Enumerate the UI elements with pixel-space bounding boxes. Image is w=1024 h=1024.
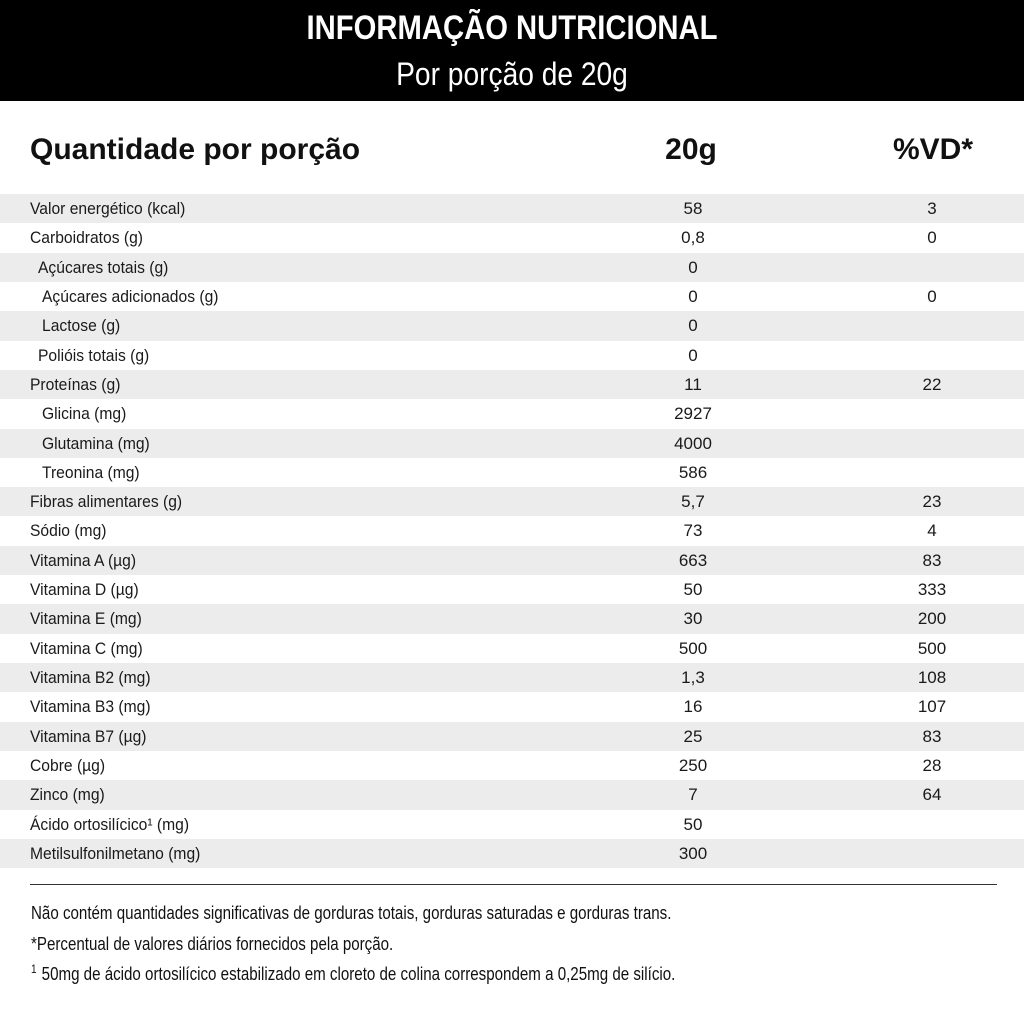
nutrition-table <box>0 194 1024 868</box>
nutrient-quantity: 586 <box>678 462 708 482</box>
nutrient-daily-value: 64 <box>922 785 942 805</box>
table-row <box>0 341 1024 370</box>
nutrient-quantity: 50 <box>683 814 703 834</box>
nutrient-daily-value: 107 <box>917 697 947 717</box>
nutrient-quantity: 1,3 <box>681 668 705 687</box>
title-banner <box>0 0 1024 101</box>
nutrient-quantity: 663 <box>678 550 708 570</box>
nutrient-quantity: 0,8 <box>681 228 705 248</box>
table-row <box>0 634 1024 663</box>
nutrient-daily-value: 200 <box>917 609 947 629</box>
nutrient-daily-value: 0 <box>927 286 937 306</box>
table-row <box>0 810 1024 839</box>
nutrient-quantity: 11 <box>684 374 702 394</box>
nutrient-label: Metilsulfonilmetano (mg) <box>30 843 201 863</box>
footnote-daily-value: *Percentual de valores diários fornecidos pela porção. <box>31 934 394 954</box>
nutrient-quantity: 250 <box>678 755 708 775</box>
nutrient-label: Glutamina (mg) <box>42 433 150 453</box>
nutrient-quantity: 0 <box>688 316 698 336</box>
table-row <box>0 516 1024 545</box>
table-row <box>0 575 1024 604</box>
table-row <box>0 223 1024 252</box>
nutrient-daily-value: 83 <box>922 726 942 746</box>
nutrient-label: Polióis totais (g) <box>38 345 150 365</box>
divider <box>30 884 997 885</box>
nutrient-label: Fibras alimentares (g) <box>30 492 183 512</box>
nutrient-quantity: 25 <box>683 726 703 746</box>
nutrient-daily-value: 23 <box>922 492 942 512</box>
nutrient-label: Vitamina E (mg) <box>30 609 142 629</box>
nutrient-daily-value: 3 <box>927 199 937 218</box>
column-header-portion: 20g <box>665 133 717 166</box>
table-row <box>0 282 1024 311</box>
table-row <box>0 751 1024 780</box>
nutrient-label: Ácido ortosilícico¹ (mg) <box>30 814 190 834</box>
nutrient-label: Açúcares totais (g) <box>38 257 169 277</box>
nutrient-daily-value: 108 <box>917 668 947 687</box>
nutrient-label: Glicina (mg) <box>42 404 127 424</box>
nutrient-quantity: 16 <box>683 697 703 717</box>
column-header-daily-value: %VD* <box>892 133 974 166</box>
nutrient-quantity: 300 <box>678 843 708 863</box>
footnote-text: 50mg de ácido ortosilícico estabilizado em cloreto de colina correspondem a 0,25mg de silício. <box>41 964 676 984</box>
nutrient-quantity: 0 <box>688 345 698 365</box>
table-row <box>0 399 1024 428</box>
table-row <box>0 194 1024 223</box>
table-row <box>0 311 1024 340</box>
nutrient-daily-value: 4 <box>927 521 937 541</box>
table-row <box>0 487 1024 516</box>
nutrient-label: Zinco (mg) <box>30 785 105 805</box>
nutrient-quantity: 4000 <box>674 433 712 453</box>
nutrient-label: Proteínas (g) <box>30 374 121 394</box>
nutrient-label: Lactose (g) <box>42 316 121 336</box>
table-row <box>0 780 1024 809</box>
nutrient-quantity: 0 <box>688 257 698 277</box>
nutrient-daily-value: 22 <box>922 374 942 394</box>
table-row <box>0 604 1024 633</box>
nutrient-label: Vitamina D (µg) <box>30 580 139 600</box>
nutrient-label: Cobre (µg) <box>30 755 106 775</box>
nutrient-quantity: 0 <box>688 286 698 306</box>
table-row <box>0 458 1024 487</box>
table-row <box>0 546 1024 575</box>
nutrient-daily-value: 83 <box>922 550 942 570</box>
table-row <box>0 692 1024 721</box>
nutrient-label: Carboidratos (g) <box>30 228 144 248</box>
nutrient-quantity: 7 <box>688 785 698 805</box>
nutrient-label: Vitamina B7 (µg) <box>30 726 147 746</box>
nutrient-quantity: 500 <box>678 638 708 658</box>
nutrient-daily-value: 28 <box>922 755 942 775</box>
nutrient-daily-value: 0 <box>927 228 937 248</box>
footnote-significant-quantities: Não contém quantidades significativas de gorduras totais, gorduras saturadas e gorduras trans. <box>31 903 672 923</box>
nutrient-quantity: 5,7 <box>681 492 705 512</box>
nutrient-quantity: 30 <box>683 609 703 629</box>
nutrient-label: Vitamina B2 (mg) <box>30 668 151 687</box>
nutrient-label: Vitamina A (µg) <box>30 550 137 570</box>
page-title: INFORMAÇÃO NUTRICIONAL <box>306 9 718 47</box>
table-row <box>0 722 1024 751</box>
column-header-quantity-label: Quantidade por porção <box>30 133 361 166</box>
nutrient-quantity: 58 <box>683 199 703 218</box>
table-row <box>0 663 1024 692</box>
nutrient-quantity: 73 <box>683 521 703 541</box>
nutrient-label: Vitamina B3 (mg) <box>30 697 151 717</box>
nutrient-label: Valor energético (kcal) <box>30 199 186 218</box>
nutrient-label: Vitamina C (mg) <box>30 638 143 658</box>
nutrient-label: Treonina (mg) <box>42 462 140 482</box>
footnote-orthosilicic-acid <box>31 962 675 985</box>
nutrient-quantity: 50 <box>683 580 703 600</box>
nutrient-quantity: 2927 <box>674 404 712 424</box>
nutrient-daily-value: 333 <box>917 580 947 600</box>
page-subtitle: Por porção de 20g <box>396 56 628 92</box>
table-row <box>0 429 1024 458</box>
footnote-marker: 1 <box>31 962 37 976</box>
table-row <box>0 253 1024 282</box>
table-row <box>0 839 1024 868</box>
nutrient-daily-value: 500 <box>917 638 947 658</box>
table-row <box>0 370 1024 399</box>
nutrient-label: Sódio (mg) <box>30 521 107 541</box>
nutrient-label: Açúcares adicionados (g) <box>42 286 219 306</box>
